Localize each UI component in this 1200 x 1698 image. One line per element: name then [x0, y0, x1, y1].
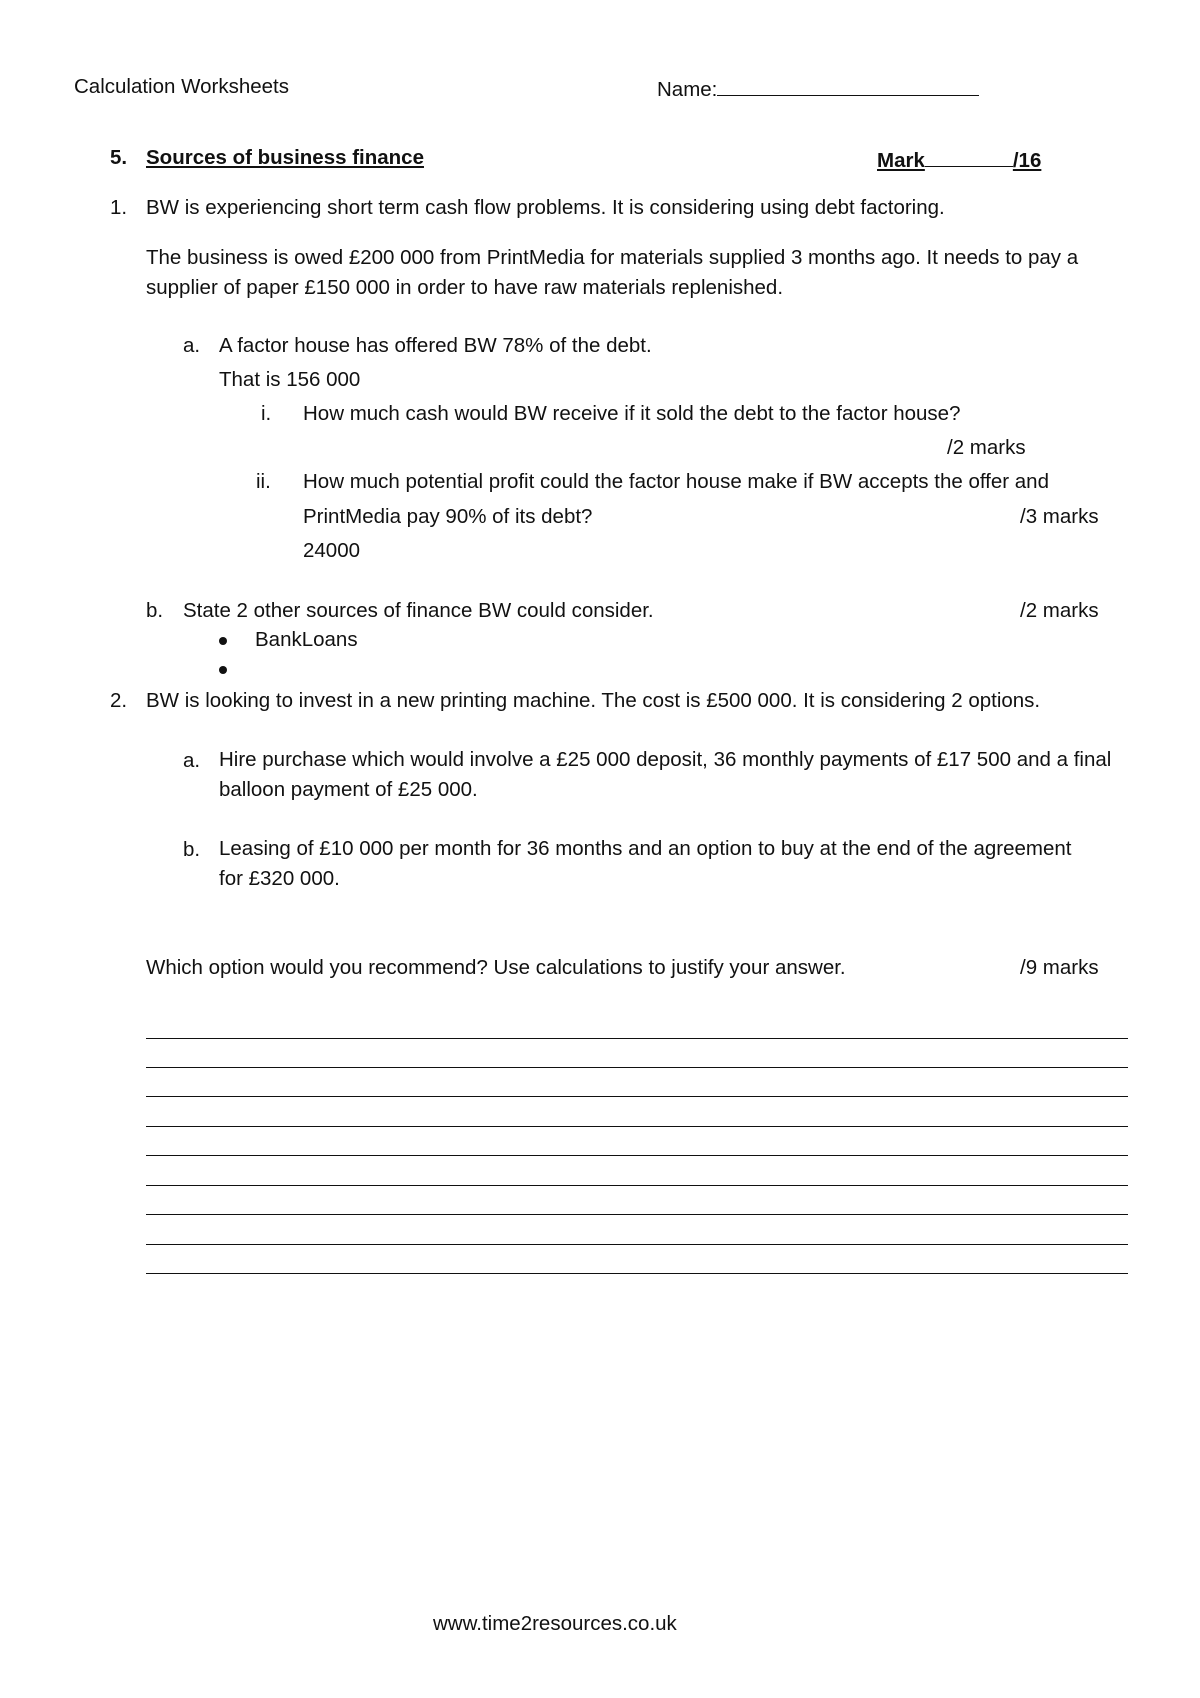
mark-blank[interactable]	[925, 148, 1013, 167]
q1-number: 1.	[110, 196, 128, 219]
q2-marks: /9 marks	[1020, 956, 1099, 979]
q1aii-marks: /3 marks	[1020, 505, 1099, 528]
q1aii-numeral: ii.	[256, 470, 271, 493]
q1b-marks: /2 marks	[1020, 599, 1099, 622]
bullet-icon	[219, 637, 227, 645]
q2a-letter: a.	[183, 749, 201, 772]
answer-line[interactable]	[146, 1185, 1128, 1186]
answer-line[interactable]	[146, 1155, 1128, 1156]
q2b-letter: b.	[183, 838, 201, 861]
footer-url[interactable]: www.time2resources.co.uk	[433, 1612, 677, 1635]
q1aii-text-line1: How much potential profit could the factor house make if BW accepts the offer and	[303, 470, 1049, 493]
name-label: Name:	[657, 78, 718, 101]
q1aii-answer: 24000	[303, 539, 361, 562]
q1a-answer-note: That is 156 000	[219, 368, 361, 391]
q2b-text: Leasing of £10 000 per month for 36 months and an option to buy at the end of the agreement for £320 000.	[219, 837, 1072, 890]
q2-question: Which option would you recommend? Use calculations to justify your answer.	[146, 956, 846, 979]
q1a-letter: a.	[183, 334, 201, 357]
q1ai-numeral: i.	[261, 402, 272, 425]
q1b-letter: b.	[146, 599, 164, 622]
q1-intro: BW is experiencing short term cash flow problems. It is considering using debt factoring.	[146, 196, 945, 219]
q2-intro: BW is looking to invest in a new printing machine. The cost is £500 000. It is considering 2 options.	[146, 689, 1041, 712]
q1ai-marks: /2 marks	[947, 436, 1026, 459]
mark-label: Mark	[877, 149, 925, 172]
q2-number: 2.	[110, 689, 128, 712]
answer-line[interactable]	[146, 1214, 1128, 1215]
q1b-bullet-1: BankLoans	[255, 628, 358, 651]
worksheet-title: Calculation Worksheets	[74, 75, 289, 98]
bullet-icon	[219, 666, 227, 674]
answer-line[interactable]	[146, 1273, 1128, 1274]
answer-line[interactable]	[146, 1038, 1128, 1039]
q1-context: The business is owed £200 000 from PrintMedia for materials supplied 3 months ago. It needs to pay a supplier of paper £150 000 in order to have raw materials replenished.	[146, 246, 1079, 299]
q1aii-text-line2: PrintMedia pay 90% of its debt?	[303, 505, 593, 528]
q1b-text: State 2 other sources of finance BW could consider.	[183, 599, 654, 622]
name-field[interactable]	[657, 77, 979, 101]
section-title: Sources of business finance	[146, 146, 424, 169]
q1ai-text: How much cash would BW receive if it sold the debt to the factor house?	[303, 402, 961, 425]
name-blank[interactable]	[717, 77, 979, 96]
mark-box	[877, 148, 1041, 172]
answer-line[interactable]	[146, 1126, 1128, 1127]
q1a-text: A factor house has offered BW 78% of the debt.	[219, 334, 652, 357]
answer-line[interactable]	[146, 1067, 1128, 1068]
section-number: 5.	[110, 146, 128, 169]
mark-total: /16	[1012, 149, 1042, 172]
q2a-text: Hire purchase which would involve a £25 000 deposit, 36 monthly payments of £17 500 and a final balloon payment of £25 000.	[219, 748, 1112, 801]
answer-line[interactable]	[146, 1244, 1128, 1245]
answer-line[interactable]	[146, 1096, 1128, 1097]
